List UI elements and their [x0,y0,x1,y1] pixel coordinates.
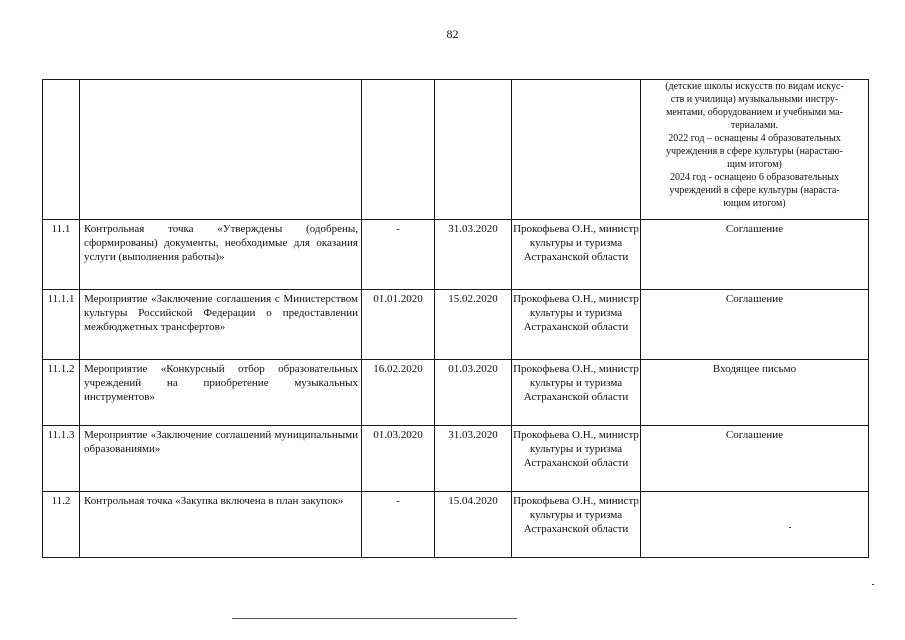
plan-table [42,79,869,558]
cell-end: 15.02.2020 [435,290,512,360]
cell-end: 01.03.2020 [435,360,512,426]
table-row [43,492,869,558]
cell-name: Мероприятие «Заключение соглашения с Министерством культуры Российской Федерации о предоставлении межбюджетных трансфертов» [80,290,362,360]
cell-num: 11.2 [43,492,80,558]
result-line: (детские школы искусств по видам искус- [665,81,844,92]
result-line: ющим итогом) [723,198,786,209]
cell-responsible: Прокофьева О.Н., министр культуры и туризма Астраханской области [512,360,641,426]
cell-result: Соглашение [641,426,869,492]
cell-start: - [362,220,435,290]
table-row [43,290,869,360]
cell-responsible: Прокофьева О.Н., министр культуры и туризма Астраханской области [512,290,641,360]
result-line: 2024 год - оснащено 6 образовательных [669,172,840,183]
scan-artifact-line [232,618,517,619]
result-line: ментами, оборудованием и учебными ма- [666,107,843,118]
page-number: 82 [446,27,459,41]
cell-end: 31.03.2020 [435,220,512,290]
cell-name [80,80,362,220]
cell-start: 01.01.2020 [362,290,435,360]
cell-start: 01.03.2020 [362,426,435,492]
cell-responsible: Прокофьева О.Н., министр культуры и туризма Астраханской области [512,426,641,492]
cell-responsible: Прокофьева О.Н., министр культуры и туризма Астраханской области [512,492,641,558]
result-line: 2022 год – оснащены 4 образовательных [668,133,841,144]
table-row [43,426,869,492]
table-row [43,220,869,290]
cell-result-continuation [641,80,869,220]
cell-result [641,492,869,558]
cell-responsible: Прокофьева О.Н., министр культуры и туризма Астраханской области [512,220,641,290]
result-line: ств и училища) музыкальными инстру- [670,94,839,105]
result-line: учреждений в сфере культуры (нараста- [669,185,840,196]
cell-start [362,80,435,220]
cell-end: 31.03.2020 [435,426,512,492]
cell-num: 11.1 [43,220,80,290]
cell-start: 16.02.2020 [362,360,435,426]
cell-responsible [512,80,641,220]
cell-num [43,80,80,220]
result-line: учреждения в сфере культуры (нарастаю- [666,146,843,157]
cell-end [435,80,512,220]
cell-name: Контрольная точка «Закупка включена в план закупок» [80,492,362,558]
cell-name: Мероприятие «Заключение соглашений муниципальными образованиями» [80,426,362,492]
cell-num: 11.1.3 [43,426,80,492]
cell-end: 15.04.2020 [435,492,512,558]
scan-speck [872,584,874,585]
scan-speck [789,527,791,528]
table-row-continuation [43,80,869,220]
cell-name: Контрольная точка «Утверждены (одобрены, сформированы) документы, необходимые для оказания услуги (выполнения работы)» [80,220,362,290]
cell-num: 11.1.2 [43,360,80,426]
cell-start: - [362,492,435,558]
table-row [43,360,869,426]
cell-name: Мероприятие «Конкурсный отбор образовательных учреждений на приобретение музыкальных инструментов» [80,360,362,426]
result-line: териалами. [730,120,779,131]
cell-result: Соглашение [641,220,869,290]
cell-num: 11.1.1 [43,290,80,360]
cell-result: Соглашение [641,290,869,360]
result-line: щим итогом) [727,159,782,170]
cell-result: Входящее письмо [641,360,869,426]
